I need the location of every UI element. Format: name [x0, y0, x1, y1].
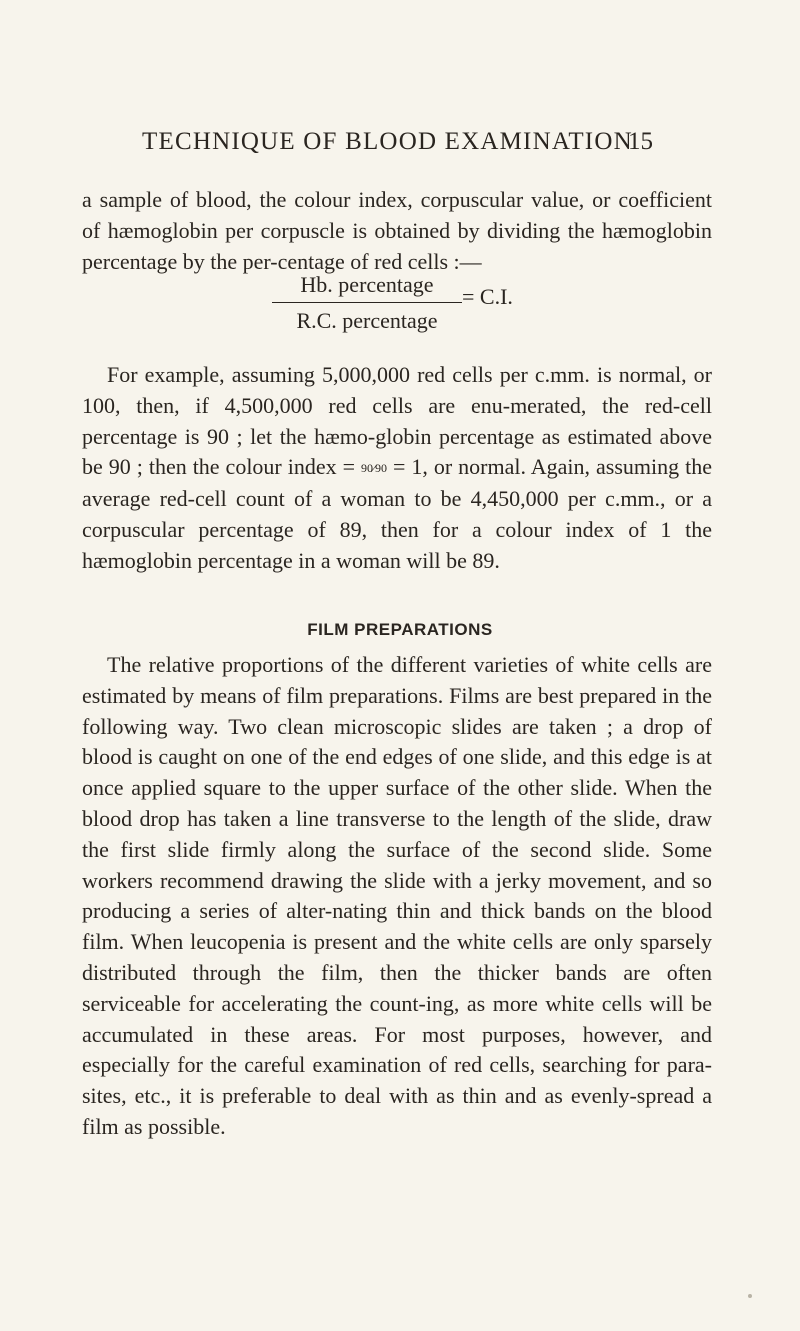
page-number: 15	[628, 128, 653, 155]
paragraph-2-block	[82, 360, 712, 577]
inline-fraction: 90⁄90	[361, 461, 388, 476]
paragraph-1-block	[82, 185, 712, 277]
running-title: TECHNIQUE OF BLOOD EXAMINATION	[142, 128, 633, 155]
paragraph-1: a sample of blood, the colour index, corpuscular value, or coefficient of hæmoglobin per corpuscle is obtained by dividing the hæmoglobin percentage by the per-centage of red cells :—	[82, 187, 712, 274]
colour-index-formula	[272, 270, 592, 350]
formula-numerator: Hb. percentage	[300, 272, 434, 297]
formula-fraction	[272, 270, 462, 336]
paragraph-2	[82, 360, 712, 577]
page-speck	[748, 1294, 752, 1298]
formula-denominator: R.C. percentage	[296, 308, 438, 333]
running-head	[0, 128, 800, 168]
paragraph-2-after: = 1, or normal. Again, assuming the average red-cell count of a woman to be 4,450,000 per c.mm., or a corpuscular percentage of 89, then for a colour index of 1 the hæmoglobin percentage in a woman will be 89.	[82, 454, 712, 573]
fraction-bar	[272, 302, 462, 303]
section-heading: FILM PREPARATIONS	[307, 620, 493, 639]
paragraph-3-block	[82, 650, 712, 1143]
paragraph-3: The relative proportions of the different varieties of white cells are estimated by means of film preparations. Films are best prepared in the following way. Two clean microscopic slides are taken ; a drop of blood is caught on one of the end edges of one slide, and this edge is at once applied square to the upper surface of the other slide. When the blood drop has taken a line transverse to the length of the slide, draw the first slide firmly along the surface of the second slide. Some workers recommend drawing the slide with a jerky movement, and so producing a series of alter-nating thin and thick bands on the blood film. When leucopenia is present and the white cells are only sparsely distributed through the film, then the thicker bands are often serviceable for accelerating the count-ing, as more white cells will be accumulated in these areas. For most purposes, however, and especially for the careful examination of red cells, searching for para-sites, etc., it is preferable to deal with as thin and as evenly-spread a film as possible.	[82, 652, 712, 1139]
paragraph-2-before: For example, assuming 5,000,000 red cells per c.mm. is normal, or 100, then, if 4,500,000 red cells are enu-merated, the red-cell percentage is 90 ; let the hæmo-globin percentage as estimated above be 90 ; then the colour index =	[82, 362, 712, 480]
formula-result: = C.I.	[462, 284, 513, 309]
